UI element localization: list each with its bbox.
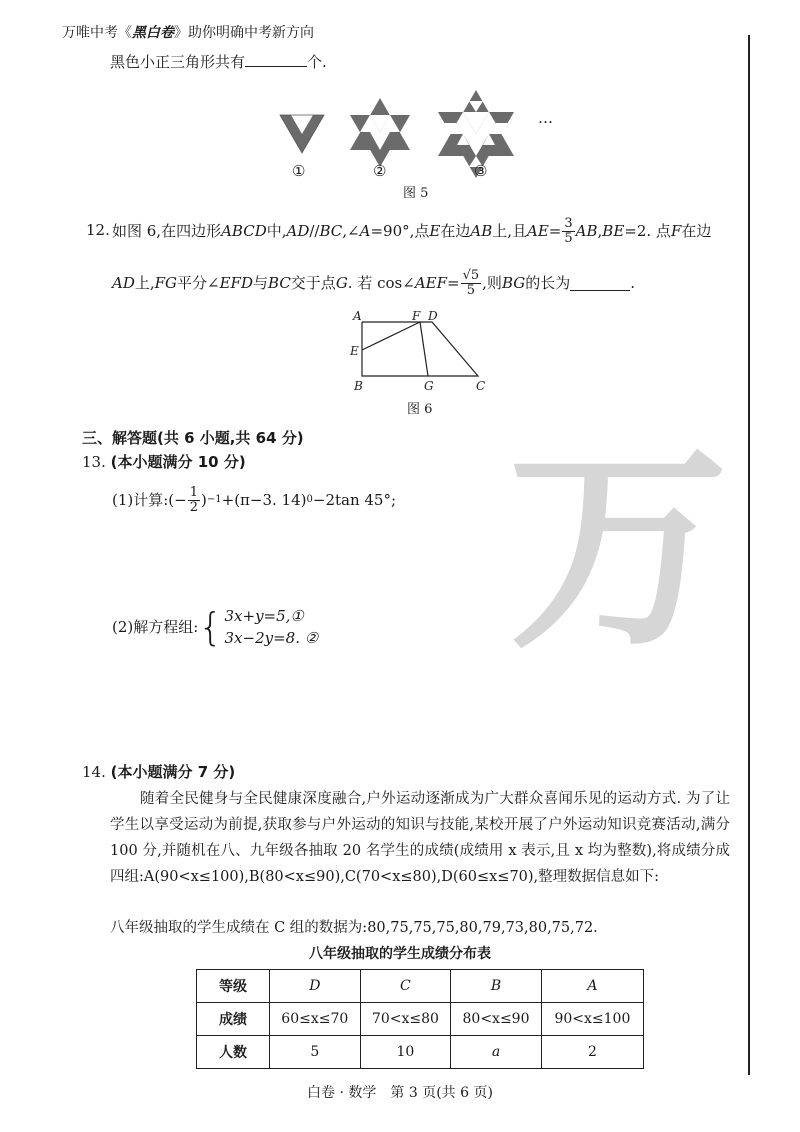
point-C: C bbox=[476, 379, 486, 393]
fraction-1-2: $\frac{1}{2}$ bbox=[189, 484, 199, 515]
fraction-root5-5: $\frac{√5}{5}$ bbox=[462, 267, 480, 298]
q13-part-2: (2)解方程组: { 3x+y=5,① 3x−2y=8. ② bbox=[112, 605, 319, 649]
pattern-2 bbox=[350, 98, 410, 167]
page-footer: 白卷 · 数学 第 3 页(共 6 页) bbox=[307, 1085, 493, 1101]
q13-header: 13. (本小题满分 10 分) bbox=[82, 453, 246, 471]
fig5-label-3: ③ bbox=[474, 162, 488, 180]
page-header: 万唯中考《黑白卷》助你明确中考新方向 bbox=[62, 25, 314, 41]
equation-2: 3x−2y=8. ② bbox=[224, 629, 319, 647]
q11-text: 黑色小正三角形共有 个. bbox=[110, 53, 327, 71]
q12-number: 12. bbox=[86, 221, 110, 239]
score-distribution-table bbox=[196, 969, 644, 1069]
q14-header: 14. (本小题满分 7 分) bbox=[82, 763, 236, 781]
pattern-1 bbox=[280, 115, 324, 153]
fig6-caption: 图 6 bbox=[407, 402, 433, 417]
table-row: 等级 D C B A bbox=[197, 970, 644, 1003]
fig5-label-1: ① bbox=[292, 162, 306, 180]
q14-c-group-data: 八年级抽取的学生成绩在 C 组的数据为:80,75,75,75,80,79,73,80,75,72. bbox=[110, 920, 598, 936]
brand-name: 黑白卷 bbox=[132, 25, 174, 41]
margin-rule bbox=[748, 35, 750, 1075]
equation-1: 3x+y=5,① bbox=[224, 607, 304, 625]
answer-blank bbox=[570, 276, 630, 291]
section-title: 三、解答题(共 6 小题,共 64 分) bbox=[82, 429, 304, 447]
point-B: B bbox=[354, 379, 363, 393]
q13-part-1: (1)计算:(− $\frac{1}{2}$ ) −1 +(π−3. 14) 0 −2tan 45°; bbox=[112, 484, 397, 515]
table-row: 成绩 60≤x≤70 70<x≤80 80<x≤90 90<x≤100 bbox=[197, 1003, 644, 1036]
fig5-caption: 图 5 bbox=[403, 186, 429, 201]
q12-line-1: 如图 6,在四边形 ABCD 中, AD // BC ,∠ A =90°,点 E 在边 AB 上,且 AE = $\frac{3}{5}$ AB , BE =2. 点 F 在边 bbox=[112, 215, 712, 246]
table-title: 八年级抽取的学生成绩分布表 bbox=[309, 946, 491, 962]
table-row: 人数 5 10 a 2 bbox=[197, 1036, 644, 1069]
fig5-ellipsis: … bbox=[538, 109, 553, 127]
figure-6-quadrilateral bbox=[340, 308, 500, 398]
point-E: E bbox=[350, 344, 359, 358]
answer-blank bbox=[245, 52, 307, 67]
q12-line-2: AD 上, FG 平分∠ EFD 与 BC 交于点 G . 若 cos∠ AEF = $\frac{√5}{5}$ ,则 BG 的长为 . bbox=[112, 267, 636, 298]
point-D: D bbox=[428, 309, 438, 323]
fig5-label-2: ② bbox=[373, 162, 387, 180]
q14-paragraph: 随着全民健身与全民健康深度融合,户外运动逐渐成为广大群众喜闻乐见的运动方式. 为了让学生以享受运动为前提,获取参与户外运动的知识与技能,某校开展了户外运动知识竞赛活动,满分 100 分,并随机在八、九年级各抽取 20 名学生的成绩(成绩用 x 表示,且 x 均为整数),将成绩分成四组:A(90<x≤100),B(80<x≤90),C(70<x≤80),D(60≤x≤70),整理数据信息如下: bbox=[110, 791, 730, 885]
point-A: A bbox=[353, 309, 362, 323]
point-F: F bbox=[412, 309, 421, 323]
fraction-3-5: $\frac{3}{5}$ bbox=[564, 215, 573, 246]
point-G: G bbox=[424, 379, 434, 393]
figure-5-triangles bbox=[270, 90, 570, 180]
watermark-logo: 万 bbox=[508, 422, 729, 678]
